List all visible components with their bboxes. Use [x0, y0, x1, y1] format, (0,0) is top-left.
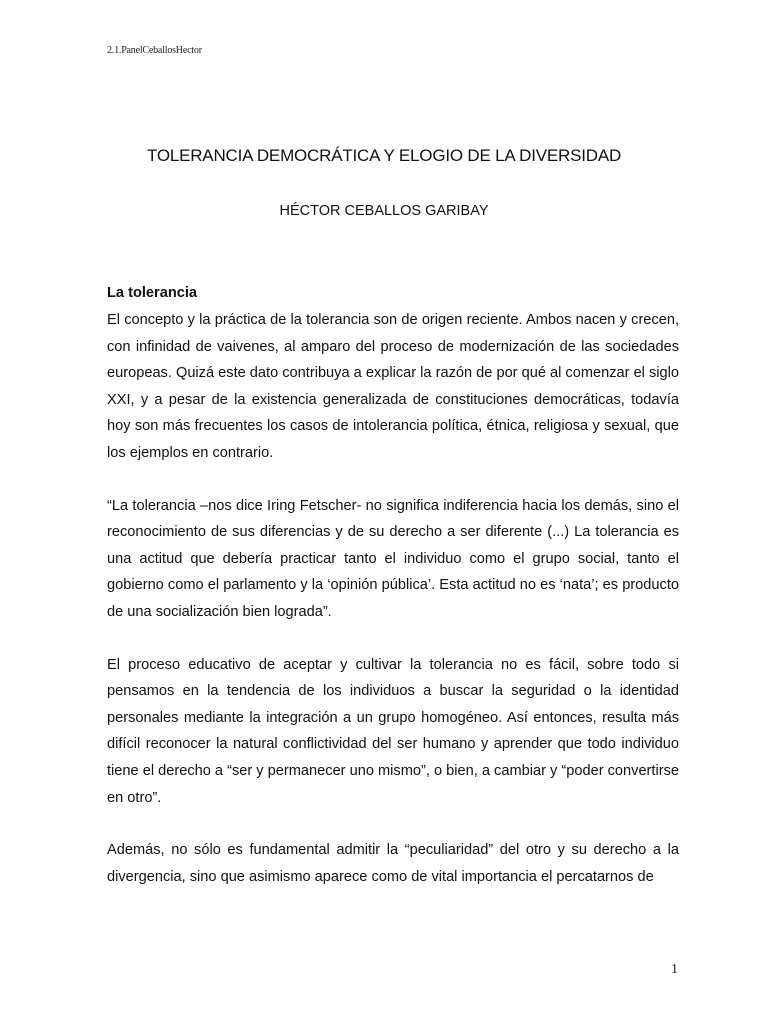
running-header: 2.1.PanelCeballosHector: [107, 45, 202, 56]
paragraph-2: “La tolerancia –nos dice Iring Fetscher- no significa indiferencia hacia los demás, sino el reconocimiento de sus diferencias y de su derecho a ser diferente (...) La tolerancia es una actitud que debería practicar tanto el individuo como el grupo social, tanto el gobierno como el parlamento y la ‘opinión pública’. Esta actitud no es ‘nata’; es producto de una socialización bien lograda”.: [107, 497, 679, 620]
paragraph-3: El proceso educativo de aceptar y cultivar la tolerancia no es fácil, sobre todo si pensamos en la tendencia de los individuos a buscar la seguridad o la identidad personales mediante la integración a un grupo homogéneo. Así entonces, resulta más difícil reconocer la natural conflictividad del ser humano y aprender que todo individuo tiene el derecho a “ser y permanecer uno mismo”, o bien, a cambiar y “poder convertirse en otro”.: [107, 656, 679, 806]
document-body: [107, 283, 679, 916]
paragraph-1: El concepto y la práctica de la tolerancia son de origen reciente. Ambos nacen y crecen, con infinidad de vaivenes, al amparo del proceso de modernización de las sociedades europeas. Quizá este dato contribuya a explicar la razón de por qué al comenzar el siglo XXI, y a pesar de la existencia generalizada de constituciones democráticas, todavía hoy son más frecuentes los casos de intolerancia política, étnica, religiosa y sexual, que los ejemplos en contrario.: [107, 312, 679, 461]
page-number: 1: [671, 962, 678, 977]
section-heading: La tolerancia: [107, 285, 198, 301]
document-author: HÉCTOR CEBALLOS GARIBAY: [279, 203, 489, 219]
document-title: TOLERANCIA DEMOCRÁTICA Y ELOGIO DE LA DIVERSIDAD: [146, 146, 622, 165]
paragraph-4: Además, no sólo es fundamental admitir la “peculiaridad” del otro y su derecho a la divergencia, sino que asimismo aparece como de vital importancia el percatarnos de: [107, 842, 679, 885]
